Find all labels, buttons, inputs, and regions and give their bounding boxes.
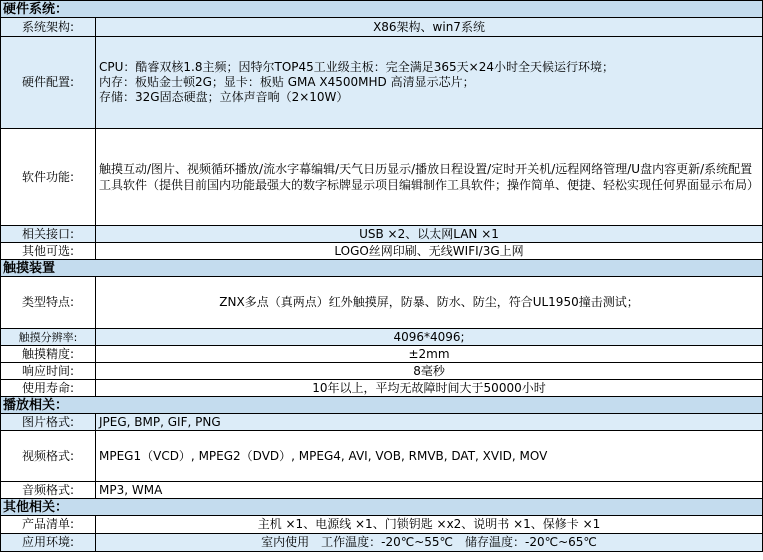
row-product-list bbox=[1, 516, 763, 534]
label-audio-format: 音频格式: bbox=[1, 482, 96, 499]
value-software: 触摸互动/图片、视频循环播放/流水字幕编辑/天气日历显示/播放日程设置/定时开关机/远程网络管理/U盘内容更新/系统配置工具软件（提供目前国内功能最强大的数字标牌显示项目编辑制作工具软件；操作简单、便捷、轻松实现任何界面显示布局） bbox=[96, 129, 763, 226]
label-software: 软件功能: bbox=[1, 129, 96, 226]
label-touch-type: 类型特点: bbox=[1, 277, 96, 329]
value-image-format: JPEG, BMP, GIF, PNG bbox=[96, 414, 763, 431]
section-title-hardware: 硬件系统： bbox=[1, 1, 763, 18]
value-audio-format: MP3, WMA bbox=[96, 482, 763, 499]
row-response bbox=[1, 363, 763, 380]
row-image-format bbox=[1, 414, 763, 431]
value-video-format: MPEG1（VCD）, MPEG2（DVD）, MPEG4, AVI, VOB, RMVB, DAT, XVID, MOV bbox=[96, 431, 763, 482]
row-lifespan bbox=[1, 380, 763, 397]
row-software bbox=[1, 129, 763, 226]
section-title-playback: 播放相关： bbox=[1, 397, 763, 414]
value-system-arch: X86架构、win7系统 bbox=[96, 18, 763, 37]
label-response: 响应时间: bbox=[1, 363, 96, 380]
section-hardware bbox=[1, 1, 763, 18]
label-optional: 其他可选: bbox=[1, 243, 96, 260]
row-precision bbox=[1, 346, 763, 363]
value-resolution: 4096*4096; bbox=[96, 329, 763, 346]
row-audio-format bbox=[1, 482, 763, 499]
label-environment: 应用环境: bbox=[1, 534, 96, 552]
row-environment bbox=[1, 534, 763, 552]
value-interfaces: USB ×2、以太网LAN ×1 bbox=[96, 226, 763, 243]
row-touch-type bbox=[1, 277, 763, 329]
label-precision: 触摸精度: bbox=[1, 346, 96, 363]
row-system-arch bbox=[1, 18, 763, 37]
row-resolution bbox=[1, 329, 763, 346]
label-resolution: 触摸分辨率: bbox=[1, 329, 96, 346]
value-hardware-config bbox=[96, 37, 763, 129]
row-interfaces bbox=[1, 226, 763, 243]
row-video-format bbox=[1, 431, 763, 482]
value-environment: 室内使用 工作温度：-20℃~55℃ 储存温度：-20℃~65℃ bbox=[96, 534, 763, 552]
value-product-list: 主机 ×1、电源线 ×1、门锁钥匙 ×x2、说明书 ×1、保修卡 ×1 bbox=[96, 516, 763, 534]
hardware-config-line-storage: 存储：32G固态硬盘；立体声音响（2×10W） bbox=[99, 90, 349, 104]
row-optional bbox=[1, 243, 763, 260]
value-optional: LOGO丝网印刷、无线WIFI/3G上网 bbox=[96, 243, 763, 260]
label-system-arch: 系统架构: bbox=[1, 18, 96, 37]
value-precision: ±2mm bbox=[96, 346, 763, 363]
label-hardware-config: 硬件配置: bbox=[1, 37, 96, 129]
label-lifespan: 使用寿命: bbox=[1, 380, 96, 397]
section-touch bbox=[1, 260, 763, 277]
label-image-format: 图片格式: bbox=[1, 414, 96, 431]
label-product-list: 产品清单: bbox=[1, 516, 96, 534]
value-lifespan: 10年以上，平均无故障时间大于50000小时 bbox=[96, 380, 763, 397]
row-hardware-config bbox=[1, 37, 763, 129]
hardware-config-line-memory: 内存：板贴金士顿2G；显卡：板贴 GMA X4500MHD 高清显示芯片； bbox=[99, 75, 475, 89]
hardware-config-line-cpu: CPU：酷睿双核1.8主频；因特尔TOP45工业级主板：完全满足365天×24小时全天候运行环境； bbox=[99, 60, 614, 74]
section-playback bbox=[1, 397, 763, 414]
value-touch-type: ZNX多点（真两点）红外触摸屏，防暴、防水、防尘，符合UL1950撞击测试； bbox=[96, 277, 763, 329]
section-title-touch: 触摸装置 bbox=[1, 260, 763, 277]
section-other bbox=[1, 499, 763, 516]
label-interfaces: 相关接口: bbox=[1, 226, 96, 243]
label-video-format: 视频格式: bbox=[1, 431, 96, 482]
value-response: 8毫秒 bbox=[96, 363, 763, 380]
section-title-other: 其他相关： bbox=[1, 499, 763, 516]
